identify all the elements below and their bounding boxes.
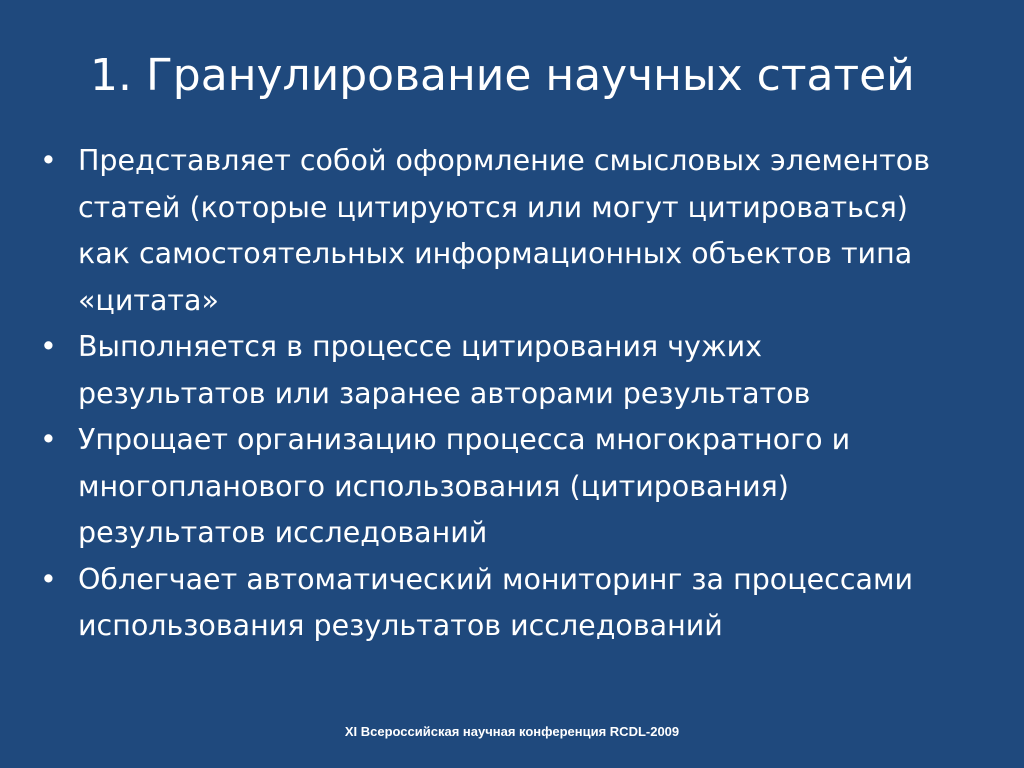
bullet-item	[38, 557, 938, 650]
bullet-text: Облегчает автоматический мониторинг за процессами использования результатов исследований	[78, 562, 913, 642]
footer-conference: XI Всероссийская научная конференция RCDL-2009	[344, 724, 680, 739]
slide-title: 1. Гранулирование научных статей	[90, 50, 915, 101]
bullet-text: Выполняется в процессе цитирования чужих результатов или заранее авторами результатов	[78, 330, 811, 410]
bullet-text: Представляет собой оформление смысловых элементов статей (которые цитируются или могут цитироваться) как самостоятельных информационных объектов типа «цитата»	[78, 144, 930, 317]
bullet-item	[38, 417, 938, 557]
bullet-icon: •	[40, 423, 57, 456]
bullet-item	[38, 324, 938, 417]
bullet-icon: •	[40, 144, 57, 177]
bullet-icon: •	[40, 562, 57, 596]
bullet-item	[38, 138, 938, 324]
bullet-text: Упрощает организацию процесса многократного и многопланового использования (цитирования) результатов исследований	[78, 423, 851, 549]
bullet-icon: •	[40, 330, 57, 363]
bullet-list	[38, 138, 938, 650]
